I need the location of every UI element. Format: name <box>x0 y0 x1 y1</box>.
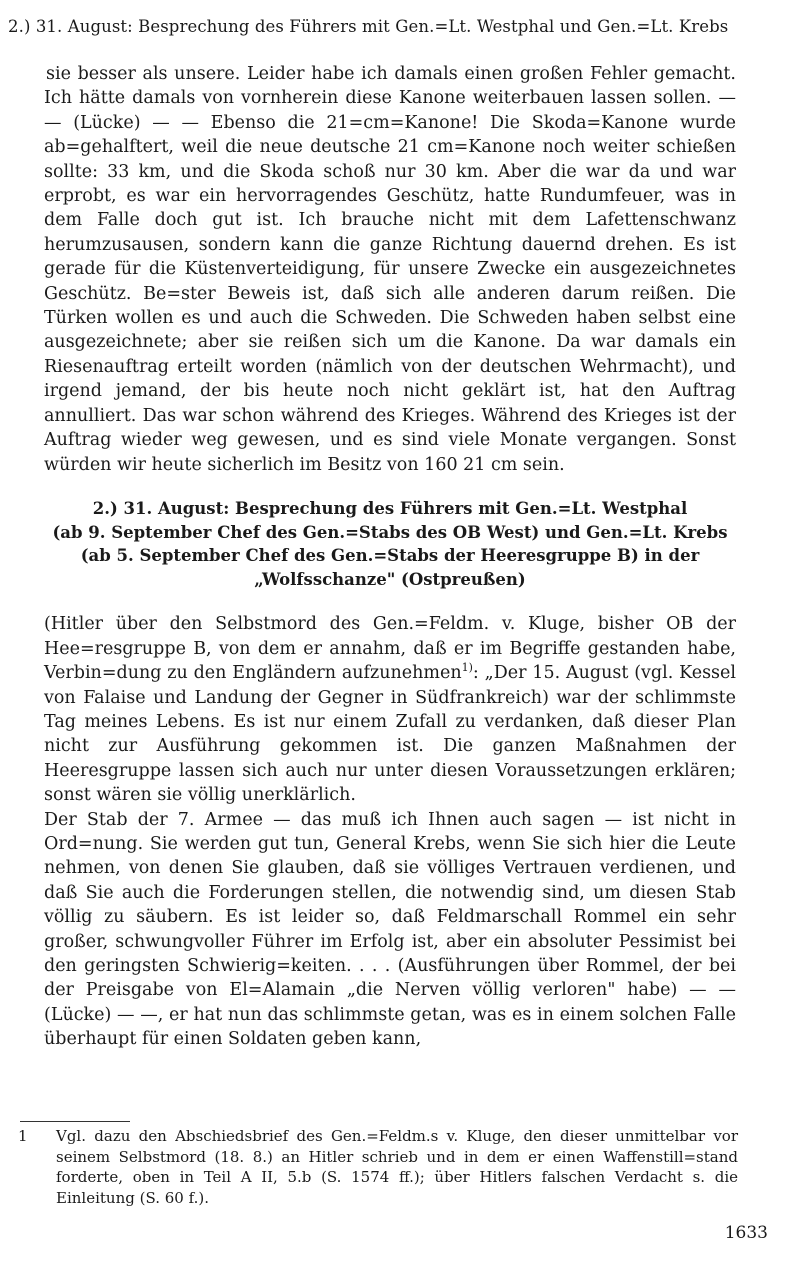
footnote-text: Vgl. dazu den Abschiedsbrief des Gen.=Feldm.s v. Kluge, den dieser unmittelbar vor seinem Selbstmord (18. 8.) an Hitler schrieb und in dem er einen Waffenstill=stand forderte, oben in Teil A II, 5.b (S. 1574 ff.); über Hitlers falschen Verdacht s. die Einleitung (S. 60 f.). <box>56 1127 738 1207</box>
footnote-number: 1 <box>18 1127 28 1145</box>
body-text <box>44 62 736 1052</box>
running-head: 2.) 31. August: Besprechung des Führers mit Gen.=Lt. Westphal und Gen.=Lt. Krebs <box>8 17 729 36</box>
footnote-reference[interactable]: 1) <box>461 661 473 675</box>
paragraph-continuation: sie besser als unsere. Leider habe ich damals einen großen Fehler gemacht. Ich hätte damals von vornherein diese Kanone weiterbauen lassen sollen. — — (Lücke) — — Ebenso die 21=cm=Kanone! Die Skoda=Kanone wurde ab=gehalftert, weil die neue deutsche 21 cm=Kanone noch weiter schießen sollte: 33 km, und die Skoda schoß nur 30 km. Aber die war da und war erprobt, es war ein hervorragendes Geschütz, hatte Rundumfeuer, was in dem Falle doch gut ist. Ich brauche nicht mit dem Lafettenschwanz herumzusausen, sondern kann die ganze Richtung dauernd drehen. Es ist gerade für die Küstenverteidigung, für unsere Zwecke ein ausgezeichnetes Geschütz. Be=ster Beweis ist, daß sich alle anderen darum reißen. Die Türken wollen es und auch die Schweden. Die Schweden haben selbst eine ausgezeichnete; aber sie reißen sich um die Kanone. Da war damals ein Riesenauftrag erteilt worden (nämlich von der deutschen Wehrmacht), und irgend jemand, der bis heute noch nicht geklärt ist, hat den Auftrag annulliert. Das war schon während des Krieges. Während des Krieges ist der Auftrag wieder weg gewesen, und es sind viele Monate vergangen. Sonst würden wir heute sicherlich im Besitz von 160 21 cm sein. <box>44 64 736 475</box>
footnote <box>18 1126 738 1208</box>
heading-line-4: „Wolfsschanze" (Ostpreußen) <box>254 569 526 589</box>
paragraph-hitler-part1: (Hitler über den Selbstmord des Gen.=Feldm. v. Kluge, bisher OB der Hee=resgruppe B, von dem er annahm, daß er im Begriffe gestanden habe, Verbin=dung zu den Engländern aufzunehmen <box>44 614 736 684</box>
paragraph-hitler-part2: : „Der 15. August (vgl. Kessel von Falaise und Landung der Gegner in Südfrankreich) war der schlimmste Tag meines Lebens. Es ist nur einem Zufall zu verdanken, daß dieser Plan nicht zur Ausführung gekommen ist. Die ganzen Maßnahmen der Heeresgruppe lassen sich auch nur unter diesen Voraussetzungen erklären; sonst wären sie völlig unerklärlich. <box>44 663 736 806</box>
footnote-rule <box>20 1121 130 1122</box>
heading-line-1: 2.) 31. August: Besprechung des Führers mit Gen.=Lt. Westphal <box>92 498 688 518</box>
paragraph-stab-7-armee: Der Stab der 7. Armee — das muß ich Ihnen auch sagen — ist nicht in Ord=nung. Sie werden gut tun, General Krebs, wenn Sie sich hier die Leute nehmen, von denen Sie glauben, daß sie völliges Vertrauen verdienen, und daß Sie auch die Forderungen stellen, die notwendig sind, um diesen Stab völlig zu säubern. Es ist leider so, daß Feldmarschall Rommel ein sehr großer, schwungvoller Führer im Erfolg ist, aber ein absoluter Pessimist bei den geringsten Schwierig=keiten. . . . (Ausführungen über Rommel, der bei der Preisgabe von El=Alamain „die Nerven völlig verloren" habe) — — (Lücke) — —, er hat nun das schlimmste getan, was es in einem solchen Falle überhaupt für einen Soldaten geben kann, <box>44 809 736 1050</box>
paragraph-hitler-kluge <box>44 612 736 807</box>
heading-line-3: (ab 5. September Chef des Gen.=Stabs der Heeresgruppe B) in der <box>80 546 700 566</box>
page-number: 1633 <box>724 1223 768 1243</box>
heading-line-2: (ab 9. September Chef des Gen.=Stabs des OB West) und Gen.=Lt. Krebs <box>52 522 728 542</box>
section-heading <box>44 497 736 591</box>
